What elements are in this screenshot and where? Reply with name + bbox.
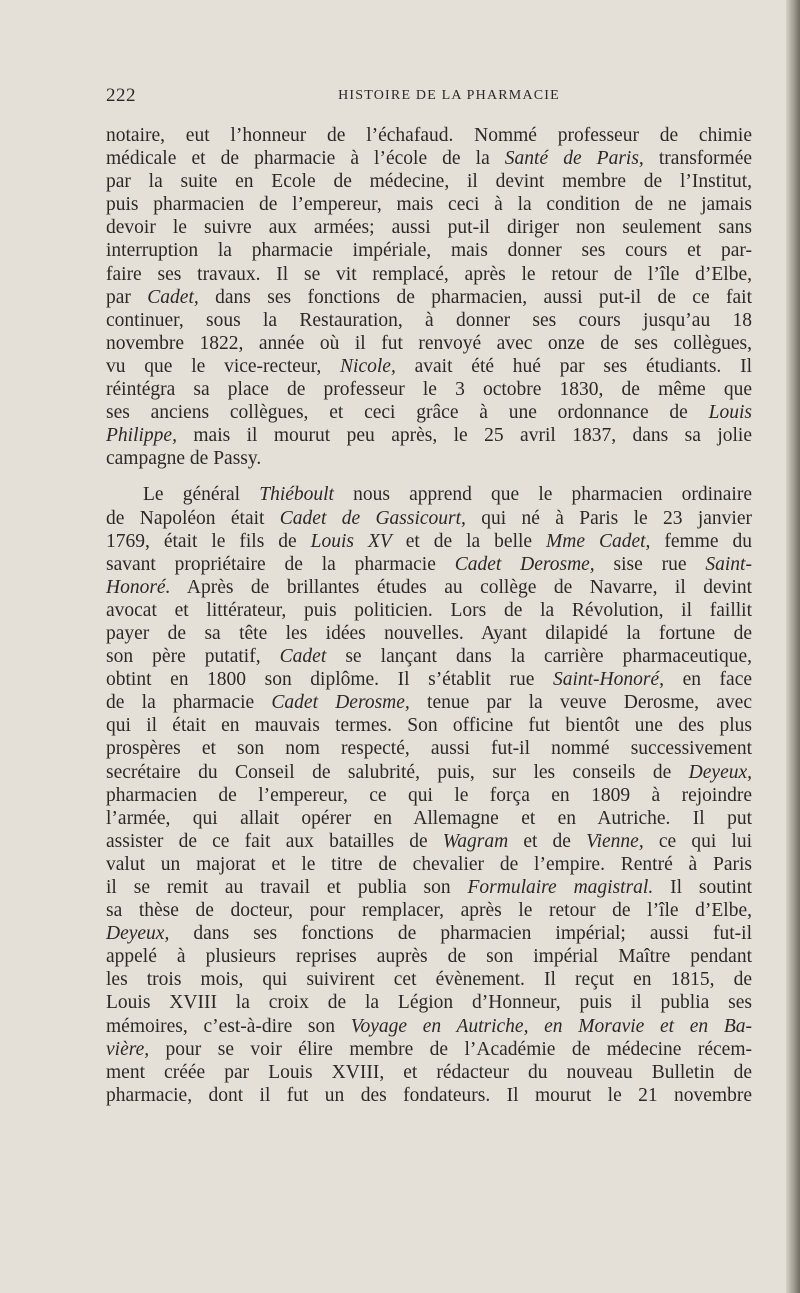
italic-text: Cadet Derosme,: [271, 692, 410, 714]
italic-text: Mme Cadet,: [546, 530, 651, 552]
text-segment: de Napoléon était: [106, 507, 280, 529]
text-segment: en face: [664, 669, 753, 691]
italic-text: Philippe,: [106, 425, 177, 447]
text-line: [106, 576, 752, 599]
text-line: [106, 1084, 752, 1107]
text-segment: interruption la pharmacie impériale, mais donner ses cours et par-: [106, 240, 752, 262]
text-segment: dans ses fonctions de pharmacien impérial; aussi fut-il: [169, 923, 752, 945]
text-segment: de la pharmacie: [106, 692, 272, 714]
text-line: [106, 645, 752, 668]
text-line: [106, 355, 752, 378]
text-segment: Le général: [143, 484, 260, 506]
text-segment: mais il mourut peu après, le 25 avril 1837, dans sa jolie: [176, 425, 752, 447]
text-line: [106, 553, 752, 576]
italic-text: Cadet de Gassicourt,: [279, 507, 466, 529]
text-segment: ce qui lui: [643, 830, 752, 852]
page-number: 222: [106, 85, 136, 106]
italic-text: Wagram: [442, 830, 509, 852]
text-segment: 1769, était le fils de: [106, 530, 311, 552]
text-segment: dans ses fonctions de pharmacien, aussi put-il de ce fait: [198, 286, 752, 308]
text-line: [106, 1061, 752, 1084]
italic-text: Cadet Derosme,: [454, 553, 595, 575]
text-line: [106, 216, 752, 239]
text-segment: Après de brillantes études au collège de Navarre, il devint: [170, 576, 752, 598]
text-segment: faire ses travaux. Il se vit remplacé, après le retour de l’île d’Elbe,: [106, 263, 752, 285]
text-segment: pharmacie, dont il fut un des fondateurs. Il mourut le 21 novembre: [106, 1084, 752, 1106]
text-line: [106, 309, 752, 332]
text-segment: vu que le vice-recteur,: [106, 355, 341, 377]
text-segment: devoir le suivre aux armées; aussi put-il diriger non seulement sans: [106, 217, 752, 239]
text-line: [106, 899, 752, 922]
text-segment: valut un majorat et le titre de chevalier de l’empire. Rentré à Paris: [106, 853, 752, 875]
text-segment: transformée: [643, 148, 753, 170]
text-segment: et de: [508, 830, 587, 852]
text-segment: puis pharmacien de l’empereur, mais ceci à la condition de ne jamais: [106, 194, 752, 216]
text-segment: tenue par la veuve Derosme, avec: [409, 692, 752, 714]
text-line: [106, 124, 752, 147]
text-line: [106, 332, 752, 355]
text-segment: qui né à Paris le 23 janvier: [465, 507, 752, 529]
text-line: [106, 378, 752, 401]
text-segment: se lançant dans la carrière pharmaceutique,: [326, 646, 752, 668]
text-segment: qui il était en mauvais termes. Son officine fut bientôt une des plus: [106, 715, 752, 737]
text-segment: par la suite en Ecole de médecine, il devint membre de l’Institut,: [106, 171, 752, 193]
italic-text: Santé de Paris,: [504, 148, 644, 170]
text-line: [106, 147, 752, 170]
text-segment: Louis XVIII la croix de la Légion d’Honneur, puis il publia ses: [106, 992, 752, 1014]
text-segment: nous apprend que le pharmacien ordinaire: [333, 484, 752, 506]
text-line: [106, 401, 752, 424]
italic-text: Thiéboult: [259, 484, 334, 506]
text-segment: l’armée, qui allait opérer en Allemagne et en Autriche. Il put: [106, 807, 752, 829]
text-line: [106, 807, 752, 830]
text-segment: appelé à plusieurs reprises auprès de son impérial Maître pendant: [106, 946, 752, 968]
text-segment: obtint en 1800 son diplôme. Il s’établit rue: [106, 669, 553, 691]
text-line: [106, 737, 752, 760]
text-line: [106, 263, 752, 286]
running-title: HISTOIRE DE LA PHARMACIE: [338, 88, 560, 103]
text-line: [106, 1038, 752, 1061]
text-segment: femme du: [650, 530, 752, 552]
italic-text: Cadet: [279, 646, 327, 668]
italic-text: Saint-Honoré,: [552, 669, 664, 691]
italic-text: Louis XV: [310, 530, 392, 552]
text-segment: prospères et son nom respecté, aussi fut-il nommé successivement: [106, 738, 752, 760]
text-line: [106, 424, 752, 447]
text-segment: payer de sa tête les idées nouvelles. Ayant dilapidé la fortune de: [106, 622, 752, 644]
italic-text: Formulaire magistral.: [467, 877, 654, 898]
text-segment: par: [106, 286, 148, 308]
text-line: [106, 483, 752, 506]
text-line: [106, 876, 752, 899]
text-line: [106, 599, 752, 622]
text-line: [106, 691, 752, 714]
text-line: [106, 968, 752, 991]
paragraph: [106, 124, 752, 470]
text-line: [106, 761, 752, 784]
text-line: [106, 507, 752, 530]
page-header: [106, 85, 752, 109]
paragraph: [106, 483, 752, 1107]
italic-text: Cadet,: [147, 286, 199, 308]
text-line: [106, 622, 752, 645]
italic-text: Vienne,: [586, 830, 644, 852]
text-line: [106, 853, 752, 876]
text-line: [106, 193, 752, 216]
text-line: [106, 447, 752, 470]
italic-text: Nicole,: [340, 355, 396, 377]
text-segment: pharmacien de l’empereur, ce qui le força en 1809 à rejoindre: [106, 784, 752, 806]
text-line: [106, 714, 752, 737]
text-segment: son père putatif,: [106, 646, 280, 668]
text-segment: secrétaire du Conseil de salubrité, puis, sur les conseils de: [106, 761, 689, 783]
text-line: [106, 830, 752, 853]
text-segment: ses anciens collègues, et ceci grâce à une ordonnance de: [106, 402, 709, 424]
text-segment: novembre 1822, année où il fut renvoyé avec onze de ses collègues,: [106, 332, 752, 354]
italic-text: Deyeux,: [106, 923, 170, 945]
text-segment: Il soutint: [653, 877, 752, 898]
text-segment: ment créée par Louis XVIII, et rédacteur du nouveau Bulletin de: [106, 1061, 752, 1083]
italic-text: Deyeux,: [688, 761, 752, 783]
text-line: [106, 530, 752, 553]
italic-text: vière,: [106, 1038, 150, 1060]
text-segment: médicale et de pharmacie à l’école de la: [106, 148, 505, 170]
text-line: [106, 945, 752, 968]
text-line: [106, 1015, 752, 1038]
italic-text: Saint-: [705, 553, 752, 575]
text-segment: réintégra sa place de professeur le 3 octobre 1830, de même que: [106, 379, 752, 401]
text-segment: assister de ce fait aux batailles de: [106, 830, 443, 852]
text-segment: les trois mois, qui suivirent cet évènement. Il reçut en 1815, de: [106, 969, 752, 991]
text-segment: sise rue: [594, 553, 706, 575]
text-line: [106, 239, 752, 262]
italic-text: Louis: [708, 402, 752, 424]
text-segment: pour se voir élire membre de l’Académie de médecine récem-: [149, 1038, 752, 1060]
page-edge-shadow: [786, 0, 800, 1293]
text-segment: sa thèse de docteur, pour remplacer, après le retour de l’île d’Elbe,: [106, 900, 752, 922]
text-line: [106, 991, 752, 1014]
body-text: [106, 124, 752, 1107]
text-segment: avocat et littérateur, puis politicien. Lors de la Révolution, il faillit: [106, 599, 752, 621]
text-segment: campagne de Passy.: [106, 448, 262, 470]
text-segment: mémoires, c’est-à-dire son: [106, 1015, 351, 1037]
text-line: [106, 922, 752, 945]
text-segment: continuer, sous la Restauration, à donner ses cours jusqu’au 18: [106, 309, 752, 331]
text-segment: il se remit au travail et publia son: [106, 877, 468, 898]
text-line: [106, 784, 752, 807]
text-segment: savant propriétaire de la pharmacie: [106, 553, 455, 575]
text-segment: et de la belle: [391, 530, 547, 552]
text-line: [106, 286, 752, 309]
text-segment: notaire, eut l’honneur de l’échafaud. Nommé professeur de chimie: [106, 125, 752, 146]
text-line: [106, 668, 752, 691]
text-segment: avait été hué par ses étudiants. Il: [395, 355, 752, 377]
text-line: [106, 170, 752, 193]
italic-text: Honoré.: [106, 576, 171, 598]
italic-text: Voyage en Autriche, en Moravie et en Ba-: [350, 1015, 752, 1037]
